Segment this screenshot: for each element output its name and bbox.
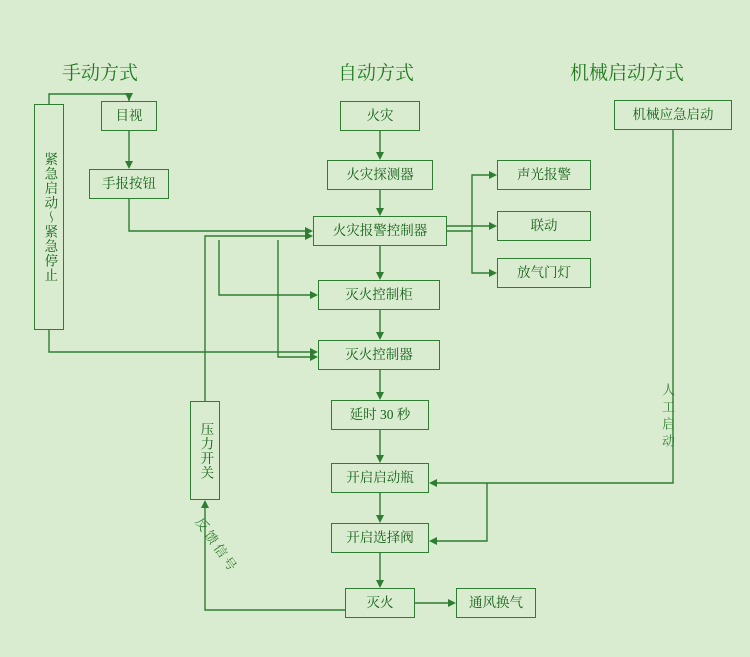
node-pressure-switch[interactable]: 压力开关 [190, 401, 220, 500]
node-visual-inspection[interactable]: 目视 [101, 101, 157, 131]
label-manual-start: 人工启动 [660, 383, 675, 451]
node-fire-detector[interactable]: 火灾探测器 [327, 160, 433, 190]
node-linkage[interactable]: 联动 [497, 211, 591, 241]
node-manual-alarm-button[interactable]: 手报按钮 [89, 169, 169, 199]
node-fire-alarm-controller[interactable]: 火灾报警控制器 [313, 216, 447, 246]
node-ventilation[interactable]: 通风换气 [456, 588, 536, 618]
node-mechanical-emergency-start[interactable]: 机械应急启动 [614, 100, 732, 130]
node-extinguish[interactable]: 灭火 [345, 588, 415, 618]
node-delay-30s[interactable]: 延时 30 秒 [331, 400, 429, 430]
label-feedback-signal: 反馈信号 [192, 514, 242, 576]
node-emergency-start-stop[interactable]: 紧急启动～紧急停止 [34, 104, 64, 330]
node-extinguish-control-cabinet[interactable]: 灭火控制柜 [318, 280, 440, 310]
node-open-start-valve[interactable]: 开启启动瓶 [331, 463, 429, 493]
title-manual: 手动方式 [62, 63, 139, 84]
node-fire[interactable]: 火灾 [340, 101, 420, 131]
title-automatic: 自动方式 [338, 63, 415, 84]
node-sound-light-alarm[interactable]: 声光报警 [497, 160, 591, 190]
node-gas-release-lamp[interactable]: 放气门灯 [497, 258, 591, 288]
title-mechanical: 机械启动方式 [570, 63, 685, 84]
node-extinguish-controller[interactable]: 灭火控制器 [318, 340, 440, 370]
node-open-selector-valve[interactable]: 开启选择阀 [331, 523, 429, 553]
